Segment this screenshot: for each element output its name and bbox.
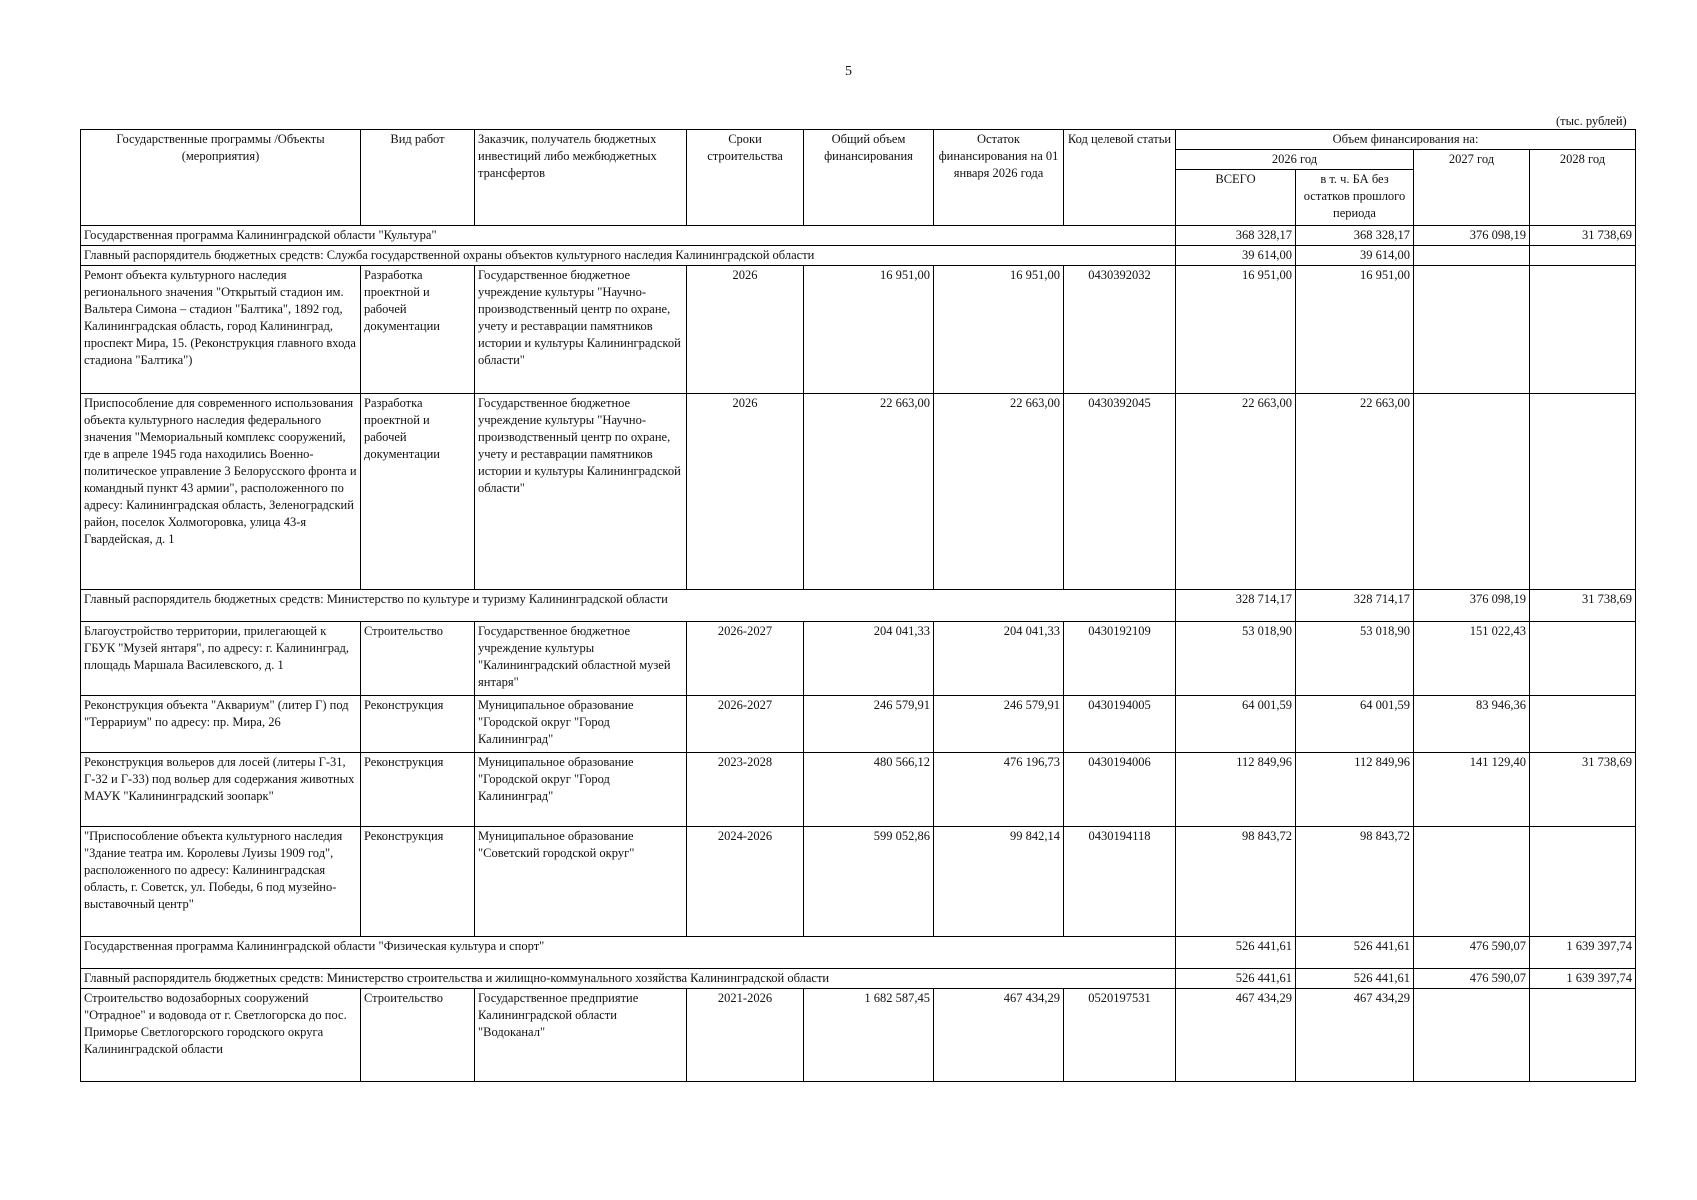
cell-2028	[1530, 246, 1636, 266]
customer: Муниципальное образование "Городской округ "Город Калининград"	[475, 696, 687, 753]
work-type: Реконструкция	[361, 753, 475, 827]
customer: Государственное бюджетное учреждение культуры "Научно-производственный центр по охране, учету и реставрации памятников истории и культуры Калининградской области"	[475, 266, 687, 394]
customer: Государственное бюджетное учреждение культуры "Калининградский областной музей янтаря"	[475, 622, 687, 696]
cell-2026-all: 328 714,17	[1176, 590, 1296, 622]
remaining: 16 951,00	[934, 266, 1064, 394]
cell-2027: 376 098,19	[1414, 590, 1530, 622]
cell-2026-incl: 53 018,90	[1296, 622, 1414, 696]
header-2028: 2028 год	[1530, 150, 1636, 226]
object-row	[81, 394, 1636, 590]
object-name: Приспособление для современного использования объекта культурного наследия федерального значения "Мемориальный комплекс сооружений, где в апреле 1945 года находились Военно-политическое управление 3 Белорусского фронта и командный пункт 43 армии", расположенного по адресу: Калининградская область, Зеленоградский район, поселок Холмогоровка, улица 43-я Гвардейская, д. 1	[81, 394, 361, 590]
units-label: (тыс. рублей)	[1556, 114, 1627, 128]
code: 0430194006	[1064, 753, 1176, 827]
program-row	[81, 226, 1636, 246]
customer: Государственное предприятие Калининградской области "Водоканал"	[475, 989, 687, 1082]
header-programs: Государственные программы /Объекты (мероприятия)	[81, 130, 361, 226]
object-row	[81, 827, 1636, 937]
object-row	[81, 989, 1636, 1082]
cell-2027: 151 022,43	[1414, 622, 1530, 696]
header-all: ВСЕГО	[1176, 170, 1296, 226]
cell-2026-incl: 98 843,72	[1296, 827, 1414, 937]
cell-2026-all: 467 434,29	[1176, 989, 1296, 1082]
cell-2026-all: 112 849,96	[1176, 753, 1296, 827]
manager-row	[81, 590, 1636, 622]
code: 0430392032	[1064, 266, 1176, 394]
cell-2026-incl: 467 434,29	[1296, 989, 1414, 1082]
cell-2026-all: 526 441,61	[1176, 969, 1296, 989]
total: 22 663,00	[804, 394, 934, 590]
object-name: Строительство водозаборных сооружений "Отрадное" и водовода от г. Светлогорска до пос. Приморье Светлогорского городского округа Калининградской области	[81, 989, 361, 1082]
cell-2027: 83 946,36	[1414, 696, 1530, 753]
cell-2026-incl: 526 441,61	[1296, 937, 1414, 969]
cell-2028	[1530, 622, 1636, 696]
cell-2026-incl: 64 001,59	[1296, 696, 1414, 753]
object-name: Реконструкция объекта "Аквариум" (литер Г) под "Террариум" по адресу: пр. Мира, 26	[81, 696, 361, 753]
total: 246 579,91	[804, 696, 934, 753]
cell-2026-all: 98 843,72	[1176, 827, 1296, 937]
header-2027: 2027 год	[1414, 150, 1530, 226]
program-title: Государственная программа Калининградской области "Физическая культура и спорт"	[81, 937, 1176, 969]
cell-2026-incl: 328 714,17	[1296, 590, 1414, 622]
program-row	[81, 937, 1636, 969]
cell-2028: 31 738,69	[1530, 753, 1636, 827]
cell-2028: 1 639 397,74	[1530, 937, 1636, 969]
customer: Государственное бюджетное учреждение культуры "Научно-производственный центр по охране, учету и реставрации памятников истории и культуры Калининградской области"	[475, 394, 687, 590]
object-row	[81, 266, 1636, 394]
manager-title: Главный распорядитель бюджетных средств: Служба государственной охраны объектов культурного наследия Калининградской области	[81, 246, 1176, 266]
header-code: Код целевой статьи	[1064, 130, 1176, 226]
terms: 2023-2028	[687, 753, 804, 827]
total: 204 041,33	[804, 622, 934, 696]
header-terms: Сроки строительства	[687, 130, 804, 226]
header-2026: 2026 год	[1176, 150, 1414, 170]
cell-2028	[1530, 696, 1636, 753]
cell-2027: 141 129,40	[1414, 753, 1530, 827]
cell-2026-incl: 22 663,00	[1296, 394, 1414, 590]
remaining: 204 041,33	[934, 622, 1064, 696]
code: 0430392045	[1064, 394, 1176, 590]
cell-2027: 376 098,19	[1414, 226, 1530, 246]
customer: Муниципальное образование "Городской округ "Город Калининград"	[475, 753, 687, 827]
manager-row	[81, 246, 1636, 266]
cell-2026-incl: 368 328,17	[1296, 226, 1414, 246]
total: 480 566,12	[804, 753, 934, 827]
terms: 2021-2026	[687, 989, 804, 1082]
manager-row	[81, 969, 1636, 989]
cell-2026-all: 16 951,00	[1176, 266, 1296, 394]
cell-2028	[1530, 266, 1636, 394]
program-title: Государственная программа Калининградской области "Культура"	[81, 226, 1176, 246]
cell-2028	[1530, 827, 1636, 937]
code: 0430192109	[1064, 622, 1176, 696]
terms: 2024-2026	[687, 827, 804, 937]
work-type: Разработка проектной и рабочей документации	[361, 394, 475, 590]
object-row	[81, 753, 1636, 827]
code: 0520197531	[1064, 989, 1176, 1082]
cell-2027	[1414, 266, 1530, 394]
cell-2027: 476 590,07	[1414, 969, 1530, 989]
cell-2026-all: 39 614,00	[1176, 246, 1296, 266]
header-work-type: Вид работ	[361, 130, 475, 226]
cell-2026-all: 53 018,90	[1176, 622, 1296, 696]
cell-2026-all: 64 001,59	[1176, 696, 1296, 753]
cell-2026-all: 368 328,17	[1176, 226, 1296, 246]
cell-2027	[1414, 827, 1530, 937]
total: 1 682 587,45	[804, 989, 934, 1082]
remaining: 22 663,00	[934, 394, 1064, 590]
object-name: Ремонт объекта культурного наследия регионального значения "Открытый стадион им. Вальтера Симона – стадион "Балтика", 1892 год, Калининградская область, город Калининград, проспект Мира, 15. (Реконструкция главного входа стадиона "Балтика")	[81, 266, 361, 394]
terms: 2026-2027	[687, 696, 804, 753]
object-row	[81, 696, 1636, 753]
cell-2026-incl: 16 951,00	[1296, 266, 1414, 394]
terms: 2026-2027	[687, 622, 804, 696]
manager-title: Главный распорядитель бюджетных средств: Министерство строительства и жилищно-коммунального хозяйства Калининградской области	[81, 969, 1176, 989]
cell-2028: 31 738,69	[1530, 590, 1636, 622]
financing-table	[80, 129, 1636, 1082]
remaining: 467 434,29	[934, 989, 1064, 1082]
cell-2027	[1414, 394, 1530, 590]
cell-2026-all: 526 441,61	[1176, 937, 1296, 969]
remaining: 99 842,14	[934, 827, 1064, 937]
cell-2028: 1 639 397,74	[1530, 969, 1636, 989]
cell-2027: 476 590,07	[1414, 937, 1530, 969]
total: 16 951,00	[804, 266, 934, 394]
code: 0430194118	[1064, 827, 1176, 937]
object-row	[81, 622, 1636, 696]
work-type: Строительство	[361, 622, 475, 696]
header-customer: Заказчик, получатель бюджетных инвестиций либо межбюджетных трансфертов	[475, 130, 687, 226]
work-type: Реконструкция	[361, 696, 475, 753]
work-type: Реконструкция	[361, 827, 475, 937]
cell-2026-all: 22 663,00	[1176, 394, 1296, 590]
cell-2028	[1530, 394, 1636, 590]
cell-2026-incl: 526 441,61	[1296, 969, 1414, 989]
cell-2028: 31 738,69	[1530, 226, 1636, 246]
cell-2026-incl: 112 849,96	[1296, 753, 1414, 827]
terms: 2026	[687, 266, 804, 394]
object-name: Благоустройство территории, прилегающей к ГБУК "Музей янтаря", по адресу: г. Калининград, площадь Маршала Василевского, д. 1	[81, 622, 361, 696]
object-name: "Приспособление объекта культурного наследия "Здание театра им. Королевы Луизы 1909 год", расположенного по адресу: Калининградская область, г. Советск, ул. Победы, 6 под музейно-выставочный центр"	[81, 827, 361, 937]
header-volume: Объем финансирования на:	[1176, 130, 1636, 150]
cell-2028	[1530, 989, 1636, 1082]
remaining: 476 196,73	[934, 753, 1064, 827]
object-name: Реконструкция вольеров для лосей (литеры Г-31, Г-32 и Г-33) под вольер для содержания животных МАУК "Калининградский зоопарк"	[81, 753, 361, 827]
manager-title: Главный распорядитель бюджетных средств: Министерство по культуре и туризму Калининградской области	[81, 590, 1176, 622]
work-type: Разработка проектной и рабочей документации	[361, 266, 475, 394]
work-type: Строительство	[361, 989, 475, 1082]
header-incl: в т. ч. БА без остатков прошлого периода	[1296, 170, 1414, 226]
remaining: 246 579,91	[934, 696, 1064, 753]
terms: 2026	[687, 394, 804, 590]
cell-2027	[1414, 989, 1530, 1082]
customer: Муниципальное образование "Советский городской округ"	[475, 827, 687, 937]
total: 599 052,86	[804, 827, 934, 937]
page-number: 5	[845, 64, 852, 79]
header-total: Общий объем финансирования	[804, 130, 934, 226]
header-remaining: Остаток финансирования на 01 января 2026 года	[934, 130, 1064, 226]
cell-2027	[1414, 246, 1530, 266]
cell-2026-incl: 39 614,00	[1296, 246, 1414, 266]
code: 0430194005	[1064, 696, 1176, 753]
